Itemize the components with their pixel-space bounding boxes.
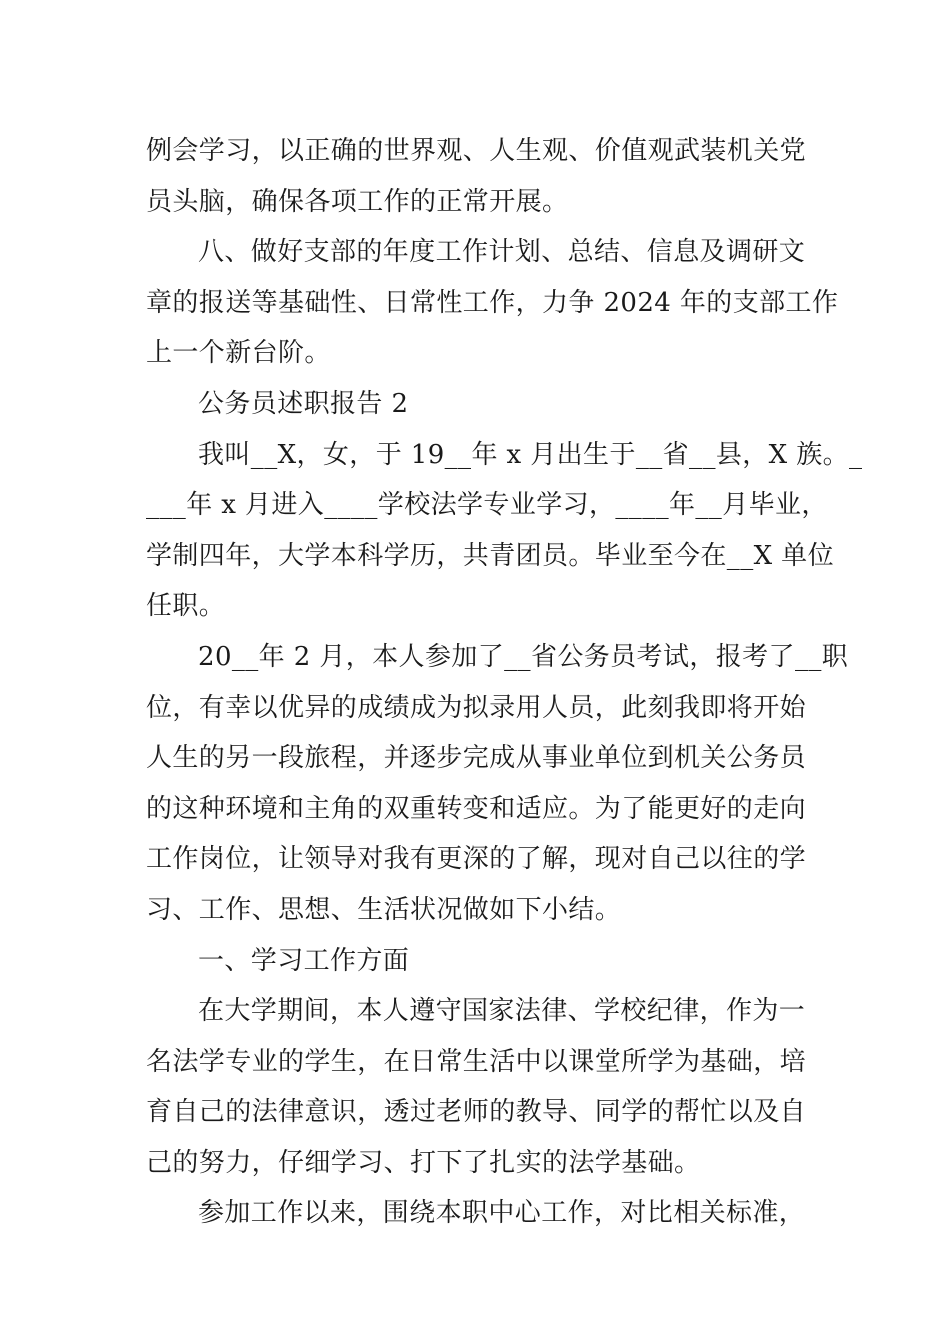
text-line: 员头脑，确保各项工作的正常开展。	[146, 186, 569, 217]
text-line: 名法学专业的学生，在日常生活中以课堂所学为基础，培	[146, 1046, 807, 1077]
text-line: 工作岗位，让领导对我有更深的了解，现对自己以往的学	[146, 844, 807, 875]
text-line: 例会学习，以正确的世界观、人生观、价值观武装机关党	[146, 136, 807, 166]
text-line: ___年 x 月进入____学校法学专业学习，____年__月毕业，	[146, 490, 828, 521]
text-line: 的这种环境和主角的双重转变和适应。为了能更好的走向	[146, 793, 807, 824]
paragraph-start-line: 八、做好支部的年度工作计划、总结、信息及调研文	[198, 237, 806, 268]
section-heading: 公务员述职报告 2	[198, 388, 409, 419]
paragraph-start-line: 我叫__X，女，于 19__年 x 月出生于__省__县，X 族。_	[198, 439, 863, 470]
text-line: 上一个新台阶。	[146, 338, 331, 369]
text-line: 位，有幸以优异的成绩成为拟录用人员，此刻我即将开始	[146, 692, 807, 723]
text-line: 育自己的法律意识，透过老师的教导、同学的帮忙以及自	[146, 1097, 807, 1128]
text-line: 学制四年，大学本科学历，共青团员。毕业至今在__X 单位	[146, 540, 834, 571]
section-heading: 一、学习工作方面	[198, 945, 410, 976]
text-line: 任职。	[146, 591, 226, 622]
document-body	[146, 126, 863, 1239]
text-line: 人生的另一段旅程，并逐步完成从事业单位到机关公务员	[146, 743, 807, 774]
paragraph-start-line: 在大学期间，本人遵守国家法律、学校纪律，作为一	[198, 996, 806, 1027]
paragraph-start-line: 20__年 2 月，本人参加了__省公务员考试，报考了__职	[198, 641, 849, 672]
text-line: 己的努力，仔细学习、打下了扎实的法学基础。	[146, 1147, 701, 1178]
paragraph-start-line: 参加工作以来，围绕本职中心工作，对比相关标准，	[198, 1198, 806, 1229]
text-line: 章的报送等基础性、日常性工作，力争 2024 年的支部工作	[146, 287, 839, 318]
text-line: 习、工作、思想、生活状况做如下小结。	[146, 894, 622, 925]
